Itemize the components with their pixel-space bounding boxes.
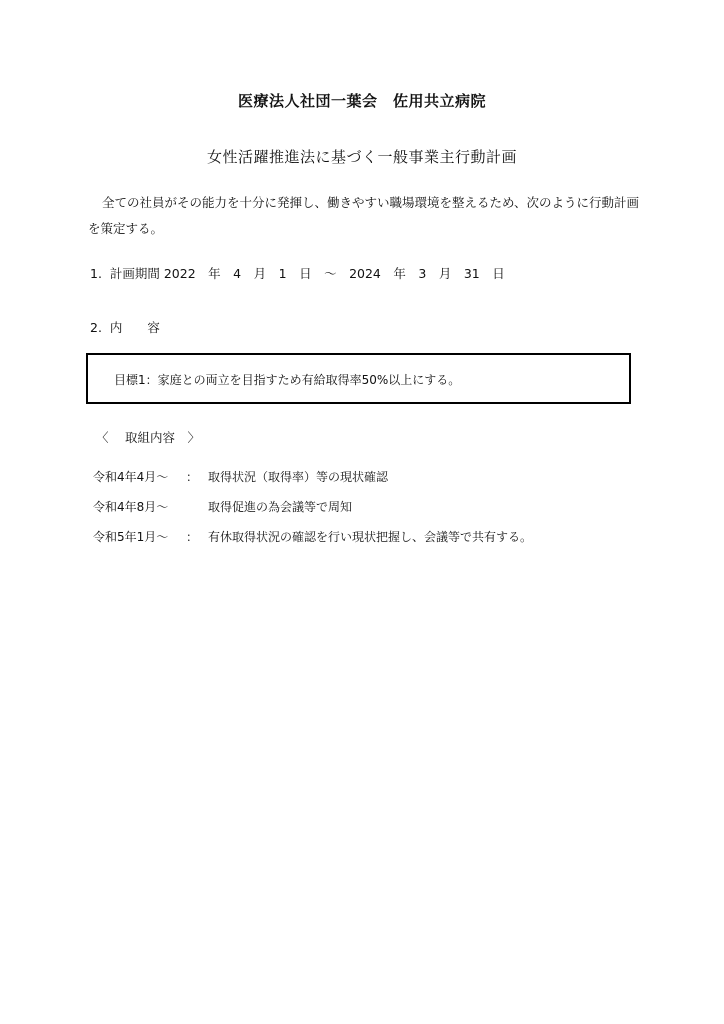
action-colon: ： <box>186 470 199 484</box>
action-text: 有休取得状況の確認を行い現状把握し、会議等で共有する。 <box>208 530 533 544</box>
action-date: 令和5年1月～ <box>93 530 169 544</box>
action-date: 令和4年4月～ <box>93 470 169 484</box>
document-title: 女性活躍推進法に基づく一般事業主行動計画 <box>206 148 517 166</box>
intro-paragraph: 全ての社員がその能力を十分に発揮し、働きやすい職場環境を整えるため、次のように行動計画を策定する。 <box>88 195 640 236</box>
action-date: 令和4年8月～ <box>93 500 169 514</box>
plan-period: 1. 計画期間 2022 年 4 月 1 日 ～ 2024 年 3 月 31 日 <box>90 266 505 281</box>
action-text: 取得促進の為会議等で周知 <box>208 500 353 514</box>
action-colon: ： <box>186 530 199 544</box>
organization-name: 医療法人社団一葉会 佐用共立病院 <box>237 92 486 110</box>
action-row <box>93 528 533 598</box>
action-text: 取得状況（取得率）等の現状確認 <box>208 470 389 484</box>
actions-heading: 〈 取組内容 〉 <box>96 430 200 445</box>
goal-box <box>86 353 631 404</box>
goal-text: 目標1：家庭との両立を目指すため有給取得率50%以上にする。 <box>114 373 461 387</box>
content-heading: 2. 内 容 <box>90 320 160 335</box>
